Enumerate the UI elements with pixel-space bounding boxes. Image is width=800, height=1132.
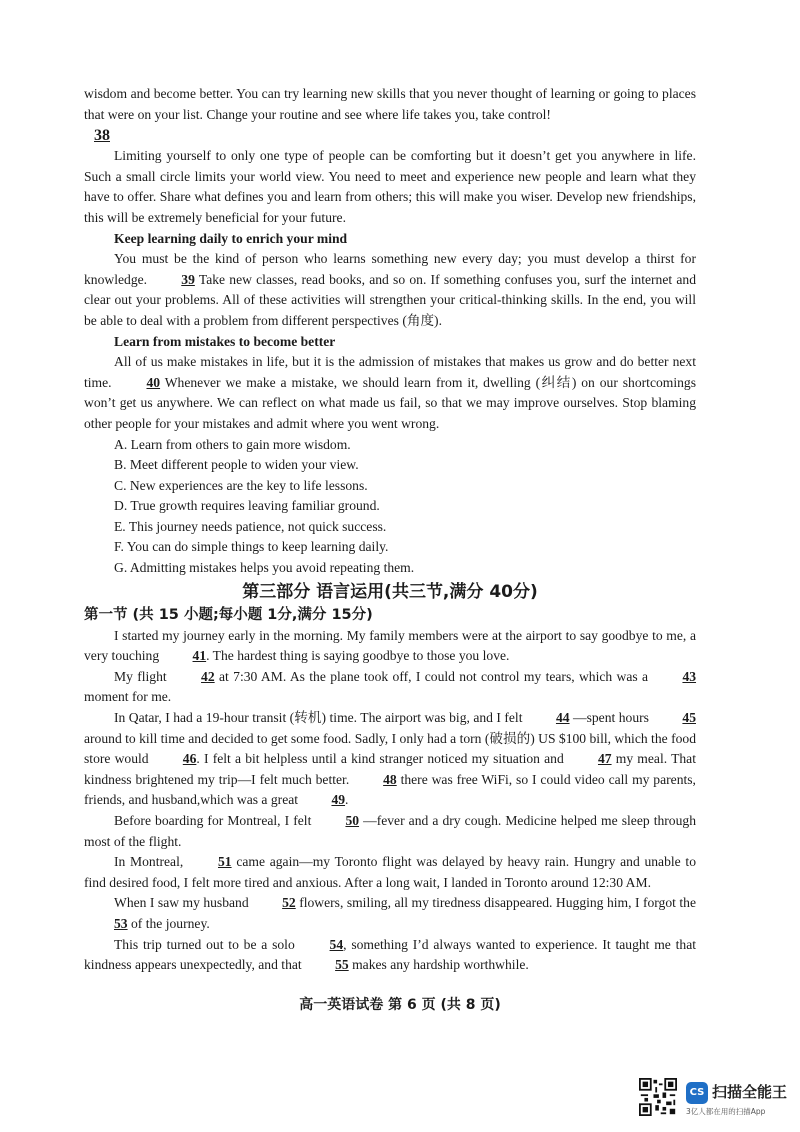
page-footer: 高一英语试卷 第 6 页 (共 8 页) xyxy=(299,997,501,1013)
qr-code-icon xyxy=(639,1078,677,1116)
paragraph-learning xyxy=(84,249,696,331)
text-segment: makes any hardship worthwhile. xyxy=(352,957,529,973)
paragraph-limiting: Limiting yourself to only one type of people can be comforting but it doesn’t get you anywhere in life. Such a small circle limits your world view. You need to meet and experience new people and learn what they have to offer. Share what defines you and learn from others; this will make you wiser. Develop new friendships, this will be extremely beneficial for your future. xyxy=(84,148,696,225)
text-segment: Take new classes, read books, and so on. If something confuses you, surf the internet and clear out your problems. All of these activities will strengthen your critical-thinking skills. In the end, you will be able to deal with a problem from different perspectives (角度). xyxy=(84,271,697,328)
blank-39: 39 xyxy=(181,271,195,287)
part3-title: 第三部分 语言运用(共三节,满分 40分) xyxy=(242,581,538,602)
text-segment: You must be the kind of person who learns something new every day; you must develop a thirst for knowledge. xyxy=(84,251,696,287)
option-b: B. Meet different people to widen your view. xyxy=(114,457,359,473)
text-segment: My flight xyxy=(114,668,167,684)
blank-48: 48 xyxy=(383,771,397,787)
text-segment: When I saw my husband xyxy=(114,895,249,911)
blank-55: 55 xyxy=(335,957,349,973)
cloze-paragraph-5 xyxy=(84,852,696,893)
blank-52: 52 xyxy=(282,895,296,911)
text-segment: I started my journey early in the morning. My family members were at the airport to say goodbye to me, a very touching xyxy=(84,627,696,664)
option-f: F. You can do simple things to keep learning daily. xyxy=(114,539,389,555)
paragraph-mistakes xyxy=(84,352,696,434)
text-segment: , something I’d always wanted to experience. It taught me that kindness appears unexpectedly, and that xyxy=(84,936,697,973)
camscanner-name: 扫描全能王 xyxy=(712,1083,788,1101)
option-d: D. True growth requires leaving familiar ground. xyxy=(114,498,380,514)
blank-54: 54 xyxy=(329,936,344,952)
text-segment: . I felt a bit helpless until a kind stranger noticed my situation and xyxy=(196,751,564,767)
blank-46: 46 xyxy=(182,751,197,767)
cloze-paragraph-3 xyxy=(84,708,696,811)
camscanner-tagline: 3亿人都在用的扫描App xyxy=(686,1107,766,1116)
cloze-paragraph-7 xyxy=(84,935,696,976)
option-a: A. Learn from others to gain more wisdom. xyxy=(114,436,351,452)
blank-53: 53 xyxy=(114,915,128,931)
heading-mistakes: Learn from mistakes to become better xyxy=(114,333,336,349)
text-segment: This trip turned out to be a solo xyxy=(114,936,295,952)
blank-40: 40 xyxy=(146,374,161,390)
text-segment: my meal. That kindness brightened my trip—I felt much better. xyxy=(84,751,696,787)
text-segment: came again—my Toronto flight was delayed by heavy rain. Hungry and unable to find desired food, I felt more tired and anxious. After a long wait, I landed in Toronto around 12:30 AM. xyxy=(84,854,696,890)
blank-38: 38 xyxy=(94,127,110,145)
option-g: G. Admitting mistakes helps you avoid repeating them. xyxy=(114,560,415,576)
blank-47: 47 xyxy=(597,751,612,767)
text-segment: In Qatar, I had a 19-hour transit (转机) time. The airport was big, and I felt xyxy=(114,710,523,726)
cloze-paragraph-4 xyxy=(84,811,696,852)
text-segment: . The hardest thing is saying goodbye to those you love. xyxy=(206,648,510,664)
text-segment: at 7:30 AM. As the plane took off, I could not control my tears, which was a xyxy=(219,668,649,684)
text-segment: In Montreal, xyxy=(114,854,184,870)
cloze-paragraph-6 xyxy=(84,893,696,934)
blank-49: 49 xyxy=(331,792,346,808)
paragraph-intro-tail: wisdom and become better. You can try learning new skills that you never thought of learning or going to places that were on your list. Change your routine and see where life takes you, take control! xyxy=(84,86,696,122)
text-segment: —fever and a dry cough. Medicine helped me sleep through most of the flight. xyxy=(84,813,696,849)
text-segment: Before boarding for Montreal, I felt xyxy=(114,813,312,828)
option-e: E. This journey needs patience, not quick success. xyxy=(114,518,387,534)
text-segment: Whenever we make a mistake, we should learn from it, dwelling (纠结) on our shortcomings won’t get us anywhere. We can reflect on what made us fail, so that we may improve ourselves. Stop blaming other people for your mistakes and admit where you went wrong. xyxy=(84,374,697,431)
cloze-paragraph-1 xyxy=(84,626,696,667)
blank-45: 45 xyxy=(682,710,696,726)
text-segment: All of us make mistakes in life, but it is the admission of mistakes that makes us grow and do better next time. xyxy=(84,354,696,390)
text-segment: around to kill time and decided to get some food. Sadly, I only had a torn (破损的) US $100 bill, which the food store would xyxy=(84,730,696,767)
options-list xyxy=(84,435,696,579)
text-segment: flowers, smiling, all my tiredness disappeared. Hugging him, I forgot the xyxy=(299,895,696,911)
text-segment: . xyxy=(345,792,349,808)
text-segment: of the journey. xyxy=(131,915,210,931)
blank-44: 44 xyxy=(555,710,570,726)
text-segment: moment for me. xyxy=(84,689,172,705)
blank-50: 50 xyxy=(345,813,360,828)
blank-43: 43 xyxy=(682,668,697,684)
heading-keep-learning: Keep learning daily to enrich your mind xyxy=(114,230,348,246)
option-c: C. New experiences are the key to life lessons. xyxy=(114,477,368,493)
cloze-paragraph-2 xyxy=(84,667,696,708)
blank-41: 41 xyxy=(192,648,207,664)
camscanner-logo: CS xyxy=(686,1082,708,1104)
text-column xyxy=(84,84,696,976)
text-segment: —spent hours xyxy=(573,710,649,726)
text-segment: there was free WiFi, so I could video call my parents, friends, and husband,which was a great xyxy=(84,771,696,808)
blank-42: 42 xyxy=(201,668,215,684)
section1-title: 第一节 (共 15 小题;每小题 1分,满分 15分) xyxy=(84,606,373,623)
blank-51: 51 xyxy=(218,854,232,870)
